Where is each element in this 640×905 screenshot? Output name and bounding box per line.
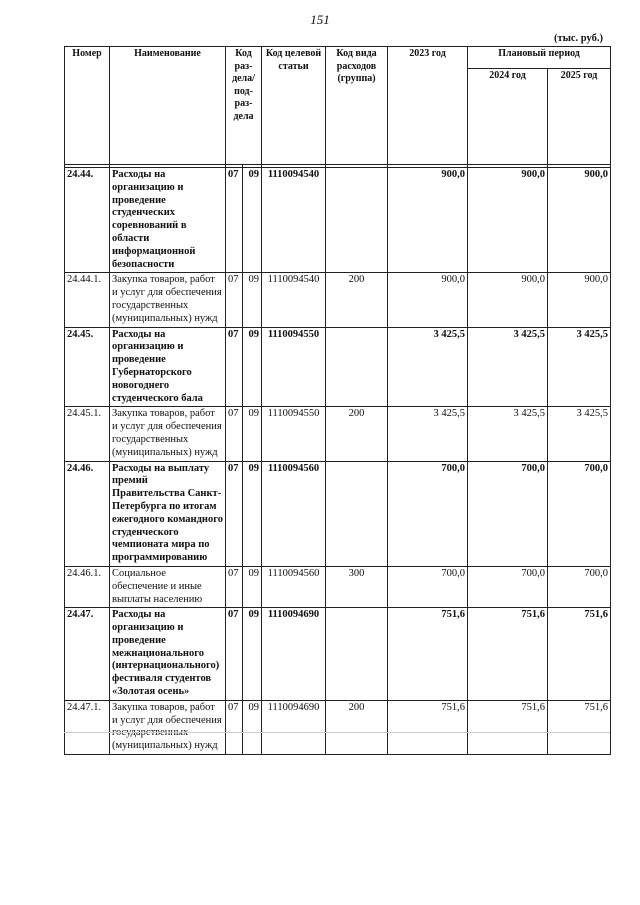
row-amount-2024: 3 425,5 [468, 327, 548, 407]
row-subsection: 09 [243, 168, 262, 273]
row-amount-2025: 700,0 [548, 566, 611, 607]
units-label: (тыс. руб.) [554, 33, 603, 44]
row-amount-2025: 700,0 [548, 461, 611, 566]
header-year-2024: 2024 год [468, 69, 548, 165]
row-target-code: 1110094540 [262, 168, 326, 273]
header-year-2023: 2023 год [388, 47, 468, 165]
row-subsection: 09 [243, 273, 262, 327]
row-amount-2024: 900,0 [468, 273, 548, 327]
row-section: 07 [226, 700, 243, 754]
row-name: Закупка товаров, работ и услуг для обеспечения государственных (муниципальных) нужд [110, 273, 226, 327]
row-number: 24.46.1. [65, 566, 110, 607]
row-amount-2023: 751,6 [388, 608, 468, 701]
row-number: 24.47.1. [65, 700, 110, 754]
row-amount-2023: 900,0 [388, 273, 468, 327]
row-expense-code [326, 327, 388, 407]
row-target-code: 1110094550 [262, 407, 326, 461]
row-target-code: 1110094540 [262, 273, 326, 327]
row-expense-code: 200 [326, 700, 388, 754]
row-amount-2025: 900,0 [548, 273, 611, 327]
header-target-code: Код целевой статьи [262, 47, 326, 165]
row-number: 24.47. [65, 608, 110, 701]
row-number: 24.46. [65, 461, 110, 566]
header-name: Наименование [110, 47, 226, 165]
row-expense-code [326, 608, 388, 701]
row-target-code: 1110094560 [262, 461, 326, 566]
header-year-2025: 2025 год [548, 69, 611, 165]
row-expense-code: 300 [326, 566, 388, 607]
row-target-code: 1110094690 [262, 700, 326, 754]
row-amount-2024: 3 425,5 [468, 407, 548, 461]
row-section: 07 [226, 273, 243, 327]
row-name: Расходы на выплату премий Правительства Санкт-Петербурга по итогам ежегодного командного студенческого чемпионата мира по программированию [110, 461, 226, 566]
row-amount-2023: 700,0 [388, 566, 468, 607]
row-number: 24.44. [65, 168, 110, 273]
row-amount-2025: 751,6 [548, 700, 611, 754]
table-row [65, 608, 611, 701]
table-row [65, 461, 611, 566]
bottom-divider [64, 732, 610, 733]
table-row [65, 168, 611, 273]
row-section: 07 [226, 608, 243, 701]
row-section: 07 [226, 407, 243, 461]
row-amount-2023: 900,0 [388, 168, 468, 273]
row-subsection: 09 [243, 461, 262, 566]
row-subsection: 09 [243, 700, 262, 754]
row-amount-2023: 3 425,5 [388, 407, 468, 461]
header-section-code: Код раз-дела/ под-раз-дела [226, 47, 262, 165]
row-section: 07 [226, 168, 243, 273]
row-name: Расходы на организацию и проведение Губернаторского новогоднего студенческого бала [110, 327, 226, 407]
row-amount-2025: 3 425,5 [548, 327, 611, 407]
row-amount-2024: 751,6 [468, 700, 548, 754]
header-number: Номер [65, 47, 110, 165]
row-number: 24.45. [65, 327, 110, 407]
row-amount-2024: 700,0 [468, 461, 548, 566]
row-section: 07 [226, 461, 243, 566]
row-amount-2023: 3 425,5 [388, 327, 468, 407]
row-expense-code [326, 461, 388, 566]
row-amount-2025: 900,0 [548, 168, 611, 273]
row-name: Социальное обеспечение и иные выплаты населению [110, 566, 226, 607]
row-target-code: 1110094560 [262, 566, 326, 607]
row-section: 07 [226, 566, 243, 607]
header-planned-period: Плановый период [468, 47, 611, 69]
row-amount-2024: 700,0 [468, 566, 548, 607]
row-name: Расходы на организацию и проведение студенческих соревнований в области информационной безопасности [110, 168, 226, 273]
row-section: 07 [226, 327, 243, 407]
row-subsection: 09 [243, 407, 262, 461]
row-amount-2024: 751,6 [468, 608, 548, 701]
row-amount-2025: 751,6 [548, 608, 611, 701]
header-expense-code: Код вида расходов (группа) [326, 47, 388, 165]
row-name: Расходы на организацию и проведение межнационального (интернационального) фестиваля студентов «Золотая осень» [110, 608, 226, 701]
row-amount-2024: 900,0 [468, 168, 548, 273]
row-amount-2023: 751,6 [388, 700, 468, 754]
row-subsection: 09 [243, 608, 262, 701]
table-body [65, 168, 611, 755]
row-amount-2025: 3 425,5 [548, 407, 611, 461]
budget-table [64, 46, 611, 755]
table-row [65, 327, 611, 407]
row-amount-2023: 700,0 [388, 461, 468, 566]
page-number: 151 [310, 12, 330, 27]
table-row [65, 700, 611, 754]
row-subsection: 09 [243, 566, 262, 607]
row-name: Закупка товаров, работ и услуг для обеспечения государственных (муниципальных) нужд [110, 407, 226, 461]
table-row [65, 407, 611, 461]
table-row [65, 273, 611, 327]
row-target-code: 1110094550 [262, 327, 326, 407]
row-subsection: 09 [243, 327, 262, 407]
row-number: 24.44.1. [65, 273, 110, 327]
row-target-code: 1110094690 [262, 608, 326, 701]
row-expense-code [326, 168, 388, 273]
row-expense-code: 200 [326, 273, 388, 327]
row-number: 24.45.1. [65, 407, 110, 461]
row-expense-code: 200 [326, 407, 388, 461]
table-row [65, 566, 611, 607]
row-name: Закупка товаров, работ и услуг для обеспечения государственных (муниципальных) нужд [110, 700, 226, 754]
